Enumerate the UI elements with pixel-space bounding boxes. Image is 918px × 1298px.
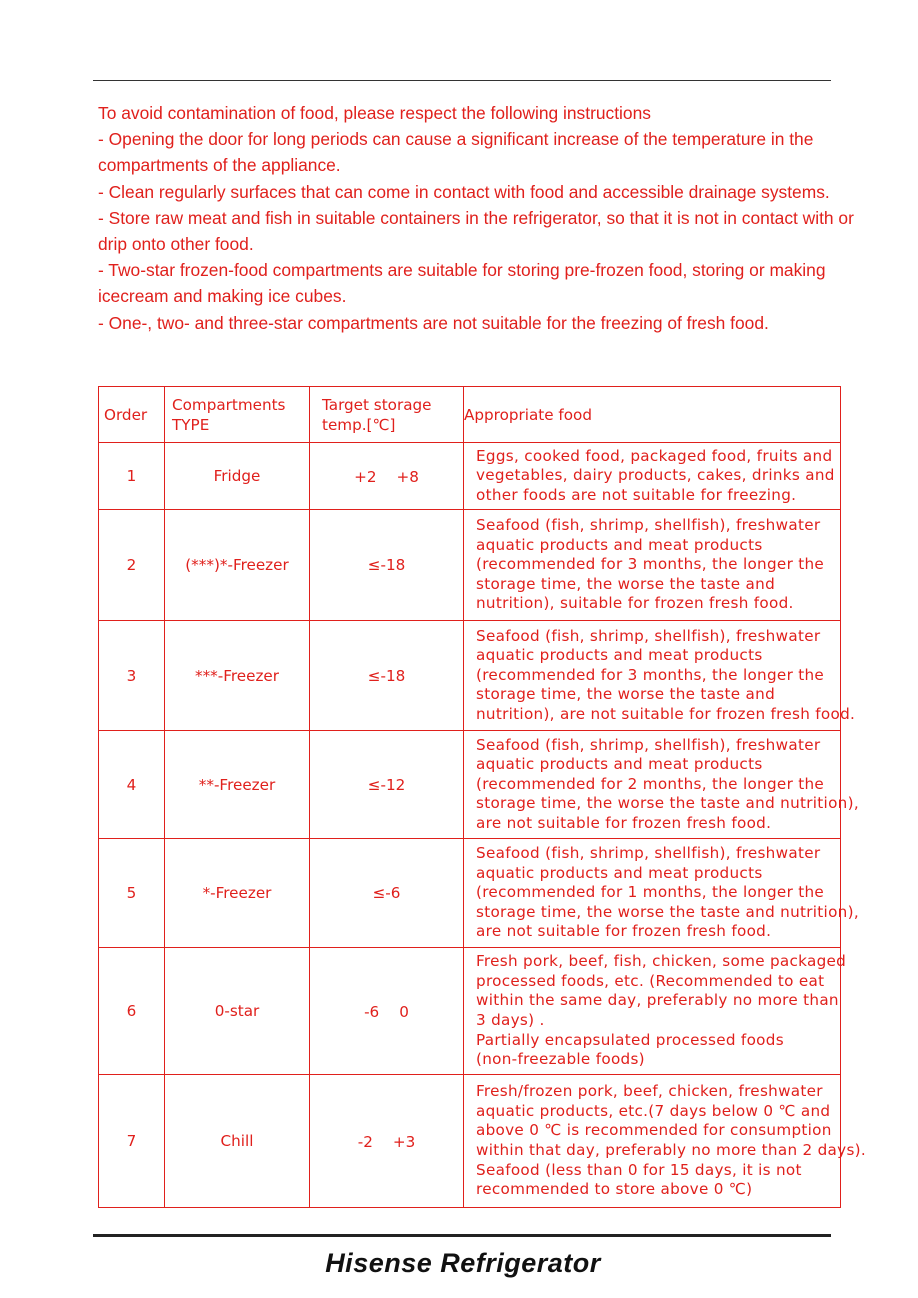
food-line: vegetables, dairy products, cakes, drinks and (476, 466, 835, 485)
appropriate-food-cell (464, 621, 856, 731)
food-line: (non-freezable foods) (476, 1050, 645, 1069)
compartment-type-cell: *-Freezer (165, 839, 310, 948)
table-body (99, 443, 867, 1208)
food-line: (recommended for 1 months, the longer the (476, 883, 825, 902)
table-header-row (99, 387, 841, 443)
table-row (99, 731, 841, 839)
order-cell: 4 (99, 731, 165, 839)
order-cell: 7 (99, 1075, 165, 1208)
food-line: aquatic products and meat products (476, 755, 763, 774)
food-line: Fresh/frozen pork, beef, chicken, freshwater (476, 1082, 823, 1101)
header-type-line1: Compartments (172, 395, 286, 414)
food-line: within that day, preferably no more than 2 days). (476, 1141, 867, 1159)
table-row (99, 443, 841, 510)
food-line: other foods are not suitable for freezing. (476, 485, 797, 504)
table-row (99, 948, 841, 1075)
table-row (99, 510, 841, 621)
food-line: storage time, the worse the taste and (476, 685, 776, 704)
food-line: (recommended for 3 months, the longer the (476, 555, 825, 574)
table-row (99, 1075, 841, 1208)
food-line: (recommended for 3 months, the longer the (476, 665, 825, 684)
header-type-line2: TYPE (172, 415, 210, 434)
food-line: Partially encapsulated processed foods (476, 1030, 784, 1049)
compartment-type-cell: ***-Freezer (165, 621, 310, 731)
food-line: nutrition), are not suitable for frozen fresh food. (476, 704, 856, 723)
food-line: are not suitable for frozen fresh food. (476, 813, 772, 832)
food-line: are not suitable for frozen fresh food. (476, 922, 772, 941)
food-line: (recommended for 2 months, the longer the (476, 774, 825, 793)
target-temp-cell: ≤-18 (310, 510, 464, 621)
appropriate-food-cell (464, 443, 841, 510)
order-cell: 2 (99, 510, 165, 621)
food-line: aquatic products and meat products (476, 646, 763, 665)
food-line: within the same day, preferably no more than (476, 991, 839, 1010)
food-line: 3 days) . (476, 1011, 545, 1029)
target-temp-cell: ≤-12 (310, 731, 464, 839)
compartment-type-cell: 0-star (165, 948, 310, 1075)
header-food-label: Appropriate food (464, 405, 592, 424)
order-cell: 6 (99, 948, 165, 1075)
bottom-divider (93, 1234, 831, 1237)
instruction-one-two-three-star: - One-, two- and three-star compartments are not suitable for the freezing of fresh food. (98, 312, 769, 333)
compartment-type-cell: Chill (165, 1075, 310, 1208)
storage-table (98, 386, 867, 1208)
order-cell: 3 (99, 621, 165, 731)
brand-footer: Hisense Refrigerator (325, 1248, 601, 1278)
instruction-store-meat: - Store raw meat and fish in suitable containers in the refrigerator, so that it is not in contact with or drip onto other food. (98, 207, 854, 255)
target-temp-cell: ≤-6 (310, 839, 464, 948)
food-line: recommended to store above 0 ℃) (476, 1180, 753, 1199)
appropriate-food-cell (464, 1075, 867, 1208)
appropriate-food-cell (464, 510, 841, 621)
header-temp (310, 387, 464, 443)
header-order-label: Order (104, 405, 148, 424)
food-line: nutrition), suitable for frozen fresh food. (476, 594, 794, 613)
food-line: Seafood (less than 0 for 15 days, it is not (476, 1160, 802, 1179)
food-line: Seafood (fish, shrimp, shellfish), freshwater (476, 735, 821, 754)
instruction-door: - Opening the door for long periods can cause a significant increase of the temperature in the compartments of the appliance. (98, 129, 814, 176)
food-line: aquatic products and meat products (476, 535, 763, 554)
order-cell: 1 (99, 443, 165, 510)
appropriate-food-cell (464, 731, 859, 839)
food-line: Eggs, cooked food, packaged food, fruits and (476, 446, 833, 465)
table-row (99, 839, 841, 948)
appropriate-food-cell (464, 839, 859, 948)
food-line: Fresh pork, beef, fish, chicken, some packaged (476, 952, 847, 971)
instructions-block (98, 100, 858, 336)
header-temp-line1: Target storage (322, 395, 432, 414)
order-cell: 5 (99, 839, 165, 948)
food-line: aquatic products and meat products (476, 863, 763, 882)
food-line: Seafood (fish, shrimp, shellfish), freshwater (476, 516, 821, 535)
header-food (464, 387, 841, 443)
food-line: processed foods, etc. (Recommended to eat (476, 971, 825, 990)
food-line: Seafood (fish, shrimp, shellfish), freshwater (476, 626, 821, 645)
food-line: Seafood (fish, shrimp, shellfish), freshwater (476, 844, 821, 863)
header-order (99, 387, 165, 443)
target-temp-cell: -2 +3 (310, 1075, 464, 1208)
top-divider (93, 80, 831, 81)
instruction-clean: - Clean regularly surfaces that can come in contact with food and accessible drainage systems. (98, 181, 830, 202)
food-line: storage time, the worse the taste and nutrition), (476, 902, 859, 921)
food-line: storage time, the worse the taste and (476, 574, 776, 593)
target-temp-cell: ≤-18 (310, 621, 464, 731)
table-row (99, 621, 841, 731)
target-temp-cell: -6 0 (310, 948, 464, 1075)
food-line: storage time, the worse the taste and nutrition), (476, 794, 859, 813)
instruction-two-star: - Two-star frozen-food compartments are suitable for storing pre-frozen food, storing or making icecream and making ice cubes. (98, 260, 826, 307)
header-temp-line2: temp.[℃] (322, 415, 396, 434)
food-line: above 0 ℃ is recommended for consumption (476, 1121, 832, 1140)
compartment-type-cell: **-Freezer (165, 731, 310, 839)
compartment-type-cell: Fridge (165, 443, 310, 510)
target-temp-cell: +2 +8 (310, 443, 464, 510)
instructions-intro: To avoid contamination of food, please respect the following instructions (98, 103, 651, 123)
header-type (165, 387, 310, 443)
compartment-type-cell: (***)*-Freezer (165, 510, 310, 621)
appropriate-food-cell (464, 948, 847, 1075)
food-line: aquatic products, etc.(7 days below 0 ℃ and (476, 1101, 831, 1120)
